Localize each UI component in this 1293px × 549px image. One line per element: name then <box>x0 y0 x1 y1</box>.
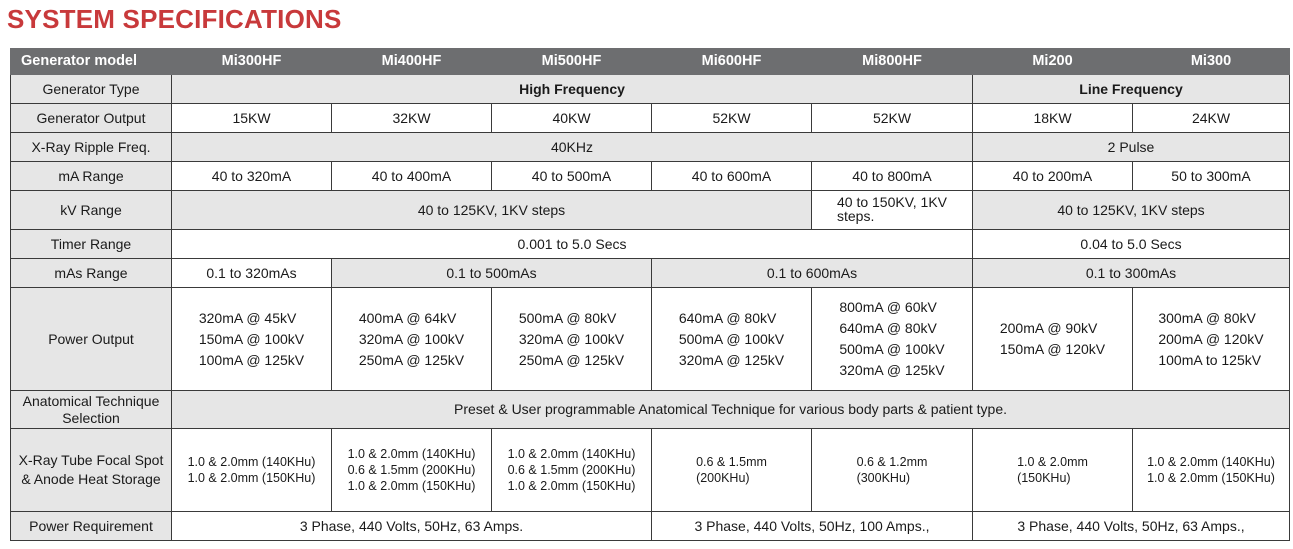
cell-text <box>188 454 316 486</box>
cell-line: 1.0 & 2.0mm (140KHu) <box>347 447 476 461</box>
cell: 40 to 600mA <box>652 162 812 191</box>
cell: 40 to 800mA <box>812 162 973 191</box>
model-header: Mi200 <box>973 49 1133 75</box>
cell-line: 1.0 & 2.0mm (140KHu) <box>507 447 636 461</box>
cell: 0.1 to 500mAs <box>332 259 652 288</box>
cell: 2 Pulse <box>973 133 1290 162</box>
cell-line: 200mA @ 90kV <box>999 320 1098 336</box>
cell-line: 500mA @ 100kV <box>678 330 785 347</box>
cell-line: 1.0 & 2.0mm (150KHu) <box>347 479 476 493</box>
cell-text <box>839 297 944 381</box>
cell: 32KW <box>332 104 492 133</box>
cell-line: (200KHu) <box>696 471 750 485</box>
row-power-output <box>11 288 1290 391</box>
cell-text <box>1158 308 1263 371</box>
cell-text <box>508 446 636 494</box>
cell-line: 500mA @ 100kV <box>839 341 945 357</box>
cell-text <box>837 195 947 223</box>
cell: 50 to 300mA <box>1133 162 1290 191</box>
model-header: Mi300 <box>1133 49 1290 75</box>
cell-text <box>348 446 476 494</box>
cell-line: 1.0 & 2.0mm <box>1017 455 1088 469</box>
cell-line: 0.6 & 1.5mm <box>696 455 767 469</box>
cell <box>492 288 652 391</box>
cell <box>172 429 332 512</box>
row-label: Power Requirement <box>11 512 172 541</box>
cell-line: 40 to 150KV, 1KV <box>836 194 948 210</box>
cell: 40KHz <box>172 133 973 162</box>
row-label-line: X-Ray Tube Focal Spot <box>18 452 164 468</box>
cell-line: 320mA @ 125kV <box>839 362 945 378</box>
cell: 24KW <box>1133 104 1290 133</box>
cell: 0.1 to 320mAs <box>172 259 332 288</box>
cell-line: 300mA @ 80kV <box>1158 309 1256 326</box>
cell-line: 320mA @ 125kV <box>678 351 785 368</box>
cell: 52KW <box>652 104 812 133</box>
cell <box>812 429 973 512</box>
cell: 40 to 320mA <box>172 162 332 191</box>
cell-line: 100mA @ 125kV <box>198 351 305 368</box>
cell: 0.001 to 5.0 Secs <box>172 230 973 259</box>
cell-text <box>359 308 464 371</box>
row-focal-spot <box>11 429 1290 512</box>
cell-line: 100mA to 125kV <box>1158 351 1262 368</box>
cell: 40 to 125KV, 1KV steps <box>172 191 812 230</box>
spec-table <box>10 48 1290 541</box>
cell: Line Frequency <box>973 75 1290 104</box>
cell-text <box>1000 318 1105 360</box>
cell-line: 200mA @ 120kV <box>1158 330 1264 347</box>
cell-line: 640mA @ 80kV <box>839 320 937 336</box>
model-header: Mi400HF <box>332 49 492 75</box>
header-label: Generator model <box>11 49 172 75</box>
cell-line: 0.6 & 1.5mm (200KHu) <box>347 463 476 477</box>
row-ripple <box>11 133 1290 162</box>
cell <box>812 288 973 391</box>
cell-line: 250mA @ 125kV <box>358 351 465 368</box>
cell-line: 1.0 & 2.0mm (150KHu) <box>1147 471 1275 485</box>
cell-line: 0.6 & 1.2mm <box>856 455 928 469</box>
row-label-line: & Anode Heat Storage <box>21 471 161 487</box>
row-label: Generator Type <box>11 75 172 104</box>
cell: 40 to 400mA <box>332 162 492 191</box>
header-row <box>11 49 1290 75</box>
cell <box>332 429 492 512</box>
cell: Preset & User programmable Anatomical Technique for various body parts & patient type. <box>172 391 1290 429</box>
cell: 0.04 to 5.0 Secs <box>973 230 1290 259</box>
cell: 3 Phase, 440 Volts, 50Hz, 63 Amps. <box>172 512 652 541</box>
cell-line: 640mA @ 80kV <box>678 309 777 326</box>
row-kv-range <box>11 191 1290 230</box>
row-generator-type <box>11 75 1290 104</box>
row-label: mA Range <box>11 162 172 191</box>
row-anatomical <box>11 391 1290 429</box>
cell-line: 150mA @ 100kV <box>198 330 305 347</box>
cell: 0.1 to 600mAs <box>652 259 973 288</box>
cell-line: 1.0 & 2.0mm (140KHu) <box>1147 455 1275 469</box>
row-mas-range <box>11 259 1290 288</box>
cell: 40KW <box>492 104 652 133</box>
cell <box>172 288 332 391</box>
cell-line: 320mA @ 45kV <box>198 309 297 326</box>
cell-line: 1.0 & 2.0mm (150KHu) <box>507 479 636 493</box>
cell-line: 800mA @ 60kV <box>839 299 937 315</box>
model-header: Mi500HF <box>492 49 652 75</box>
row-label: mAs Range <box>11 259 172 288</box>
cell: 40 to 500mA <box>492 162 652 191</box>
cell-line: 1.0 & 2.0mm (150KHu) <box>187 471 316 485</box>
cell <box>492 429 652 512</box>
cell: 52KW <box>812 104 973 133</box>
cell-line: 1.0 & 2.0mm (140KHu) <box>187 455 316 469</box>
cell-text <box>696 454 767 486</box>
row-label-line: Selection <box>62 409 120 426</box>
cell-line: 400mA @ 64kV <box>358 309 457 326</box>
row-label <box>11 391 172 429</box>
row-label: X-Ray Ripple Freq. <box>11 133 172 162</box>
cell-line: 320mA @ 100kV <box>358 330 465 347</box>
cell-text <box>519 308 624 371</box>
cell: 40 to 200mA <box>973 162 1133 191</box>
cell: 18KW <box>973 104 1133 133</box>
cell <box>1133 288 1290 391</box>
cell-text <box>679 308 784 371</box>
row-label: Power Output <box>11 288 172 391</box>
cell-line: 250mA @ 125kV <box>518 351 625 368</box>
row-label: Timer Range <box>11 230 172 259</box>
cell: 3 Phase, 440 Volts, 50Hz, 63 Amps., <box>973 512 1290 541</box>
row-label: Generator Output <box>11 104 172 133</box>
cell-text <box>1147 454 1275 486</box>
cell-line: (300KHu) <box>856 471 911 485</box>
cell <box>1133 429 1290 512</box>
cell <box>973 288 1133 391</box>
cell-line: (150KHu) <box>1017 471 1071 485</box>
cell <box>332 288 492 391</box>
row-timer-range <box>11 230 1290 259</box>
cell-line: 150mA @ 120kV <box>999 341 1106 357</box>
cell-line: 320mA @ 100kV <box>518 330 625 347</box>
model-header: Mi300HF <box>172 49 332 75</box>
cell-line: 0.6 & 1.5mm (200KHu) <box>507 463 636 477</box>
cell <box>652 429 812 512</box>
row-power-requirement <box>11 512 1290 541</box>
cell-line: steps. <box>836 208 875 224</box>
page-title: SYSTEM SPECIFICATIONS <box>7 4 342 34</box>
row-label-line: Anatomical Technique <box>22 392 160 409</box>
row-label: kV Range <box>11 191 172 230</box>
cell <box>973 429 1133 512</box>
cell: High Frequency <box>172 75 973 104</box>
row-label <box>11 429 172 512</box>
model-header: Mi600HF <box>652 49 812 75</box>
cell-text <box>1017 454 1088 486</box>
cell-text <box>199 308 304 371</box>
row-ma-range <box>11 162 1290 191</box>
cell-line: 500mA @ 80kV <box>518 309 617 326</box>
row-generator-output <box>11 104 1290 133</box>
cell <box>652 288 812 391</box>
model-header: Mi800HF <box>812 49 973 75</box>
cell: 0.1 to 300mAs <box>973 259 1290 288</box>
cell: 40 to 125KV, 1KV steps <box>973 191 1290 230</box>
cell: 15KW <box>172 104 332 133</box>
cell-text <box>857 454 928 486</box>
cell: 3 Phase, 440 Volts, 50Hz, 100 Amps., <box>652 512 973 541</box>
cell <box>812 191 973 230</box>
